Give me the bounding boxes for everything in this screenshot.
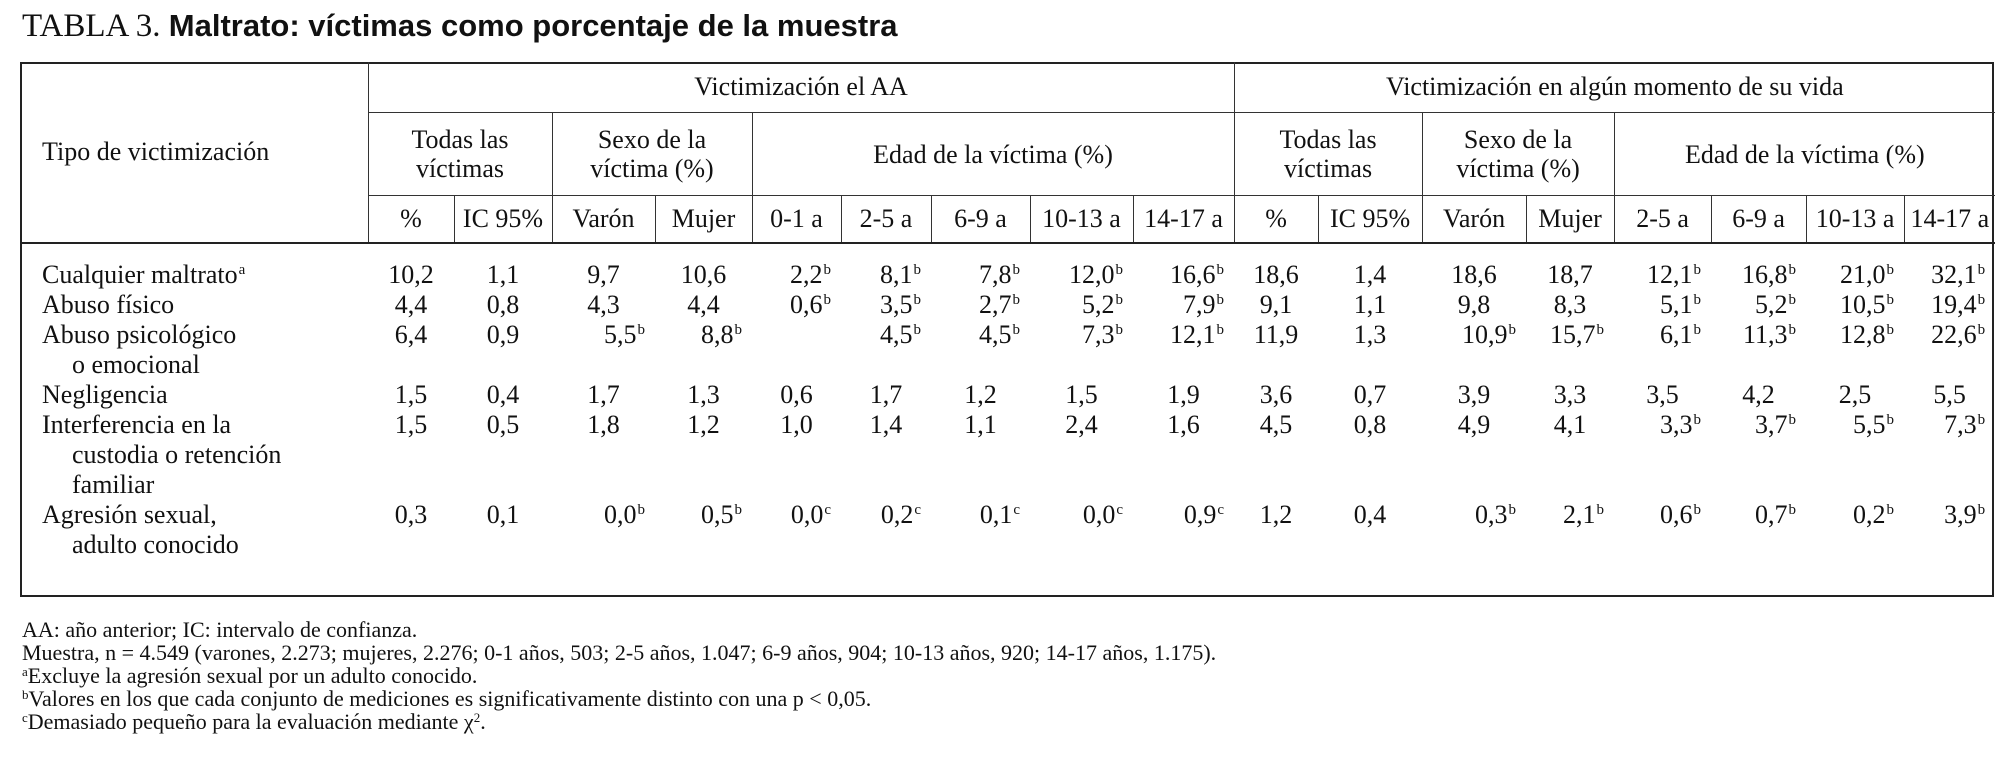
table-cell: 5,5$^b$ [1853,410,1895,439]
table-row [20,290,1995,320]
table-cell: 4,4 [687,290,720,319]
table-cell: 1,1 [1353,290,1387,319]
table-cell: 3,9 [1457,380,1491,409]
table-cell: 12,1$^b$ [1170,320,1225,349]
col-header-vida: 14-17 a [1904,196,1995,244]
table-cell: 16,8$^b$ [1742,260,1797,289]
table-cell: 1,8 [587,410,620,439]
col-header-aa: Mujer [655,196,752,244]
note-sample: Muestra, n = 4.549 (varones, 2.273; mujeres, 2.276; 0-1 años, 503; 2-5 años, 1.047; 6-9 años, 904; 10-13 años, 920; 14-17 años, 1.175). [22,640,1217,665]
table-cell: 10,9$^b$ [1462,320,1517,349]
table-cell: 6,4 [394,320,428,349]
table-cell: 15,7$^b$ [1550,320,1605,349]
table-cell: 1,4 [869,410,903,439]
col-header-aa: 0-1 a [752,196,841,244]
edad-header-vida: Edad de la víctima (%) [1614,113,1995,196]
table-cell: 1,9 [1167,380,1200,409]
table-cell [752,320,841,380]
table-cell: 2,5 [1838,380,1872,409]
table-cell: 8,8$^b$ [701,320,742,349]
row-label: Abuso físico [42,290,175,319]
table-cell: 1,5 [394,380,428,409]
table-cell: 9,7 [587,260,620,289]
table-cell: 3,6 [1259,380,1293,409]
col-header-aa: % [368,196,454,244]
table-cell: 16,6$^b$ [1170,260,1225,289]
table-cell: 0,4 [1353,500,1387,529]
table-cell: 0,2$^b$ [1853,500,1895,529]
note-c: $^c$Demasiado pequeño para la evaluación mediante $\chi^2$. [22,709,486,734]
col-header-vida: Varón [1422,196,1526,244]
edad-header-aa: Edad de la víctima (%) [752,113,1234,196]
table-cell: 0,6$^b$ [1660,500,1702,529]
table-cell: 2,7$^b$ [979,290,1020,319]
table-row [20,500,1995,560]
table-cell: 10,5$^b$ [1840,290,1895,319]
table-cell: 10,6 [680,260,727,289]
table-cell: 9,8 [1457,290,1491,319]
table-cell: 4,5 [1259,410,1293,439]
table-cell: 0,8 [1353,410,1387,439]
table-cell: 5,1$^b$ [1660,290,1702,319]
row-label: Agresión sexual, adulto conocido [42,500,239,559]
table-cell: 1,1 [964,410,997,439]
table-cell: 7,3$^b$ [1944,410,1986,439]
table-cell: 18,6 [1253,260,1299,289]
col-header-aa: 10-13 a [1030,196,1133,244]
row-label: Abuso psicológico o emocional [42,320,237,379]
col-header-vida: 10-13 a [1806,196,1904,244]
table-cell: 4,3 [587,290,620,319]
table-cell: 0,0$^c$ [1082,500,1123,529]
table-cell: 1,1 [486,260,520,289]
table-cell: 1,2 [1259,500,1293,529]
table-cell: 1,6 [1167,410,1200,439]
sexo-header-aa: Sexo de la víctima (%) [552,113,752,196]
table-cell: 11,9 [1253,320,1299,349]
table-cell: 1,2 [687,410,720,439]
sexo-header-vida: Sexo de la víctima (%) [1422,113,1614,196]
table-cell: 1,5 [1065,380,1098,409]
maltrato-table [20,62,1995,560]
table-cell: 1,7 [869,380,903,409]
table-cell: 4,9 [1457,410,1491,439]
table-cell: 0,0$^c$ [790,500,831,529]
table-cell: 5,2$^b$ [1755,290,1797,319]
table-title [22,8,898,45]
table-cell: 3,3$^b$ [1660,410,1702,439]
table-row [20,320,1995,380]
col-header-aa: 2-5 a [841,196,931,244]
table-cell: 8,3 [1553,290,1587,319]
table-cell: 19,4$^b$ [1931,290,1986,319]
todas-header-aa: Todas las víctimas [368,113,552,196]
table-row [20,260,1995,290]
table-cell: 0,8 [486,290,520,319]
table-cell: 2,4 [1065,410,1098,439]
table-cell: 5,5 [1933,380,1966,409]
table-row [20,410,1995,500]
col-header-aa: Varón [552,196,655,244]
row-label-header: Tipo de victimización [20,62,368,243]
table-cell: 1,4 [1353,260,1387,289]
todas-header-vida: Todas las víctimas [1234,113,1422,196]
table-cell: 9,1 [1259,290,1293,319]
table-caption: Maltrato: víctimas como porcentaje de la muestra [168,8,898,43]
col-header-vida: IC 95% [1318,196,1422,244]
table-cell: 18,6 [1451,260,1497,289]
col-header-vida: % [1234,196,1318,244]
row-label: Cualquier maltrato$^a$ [42,260,246,289]
table-cell: 1,0 [780,410,813,439]
table-cell: 0,7 [1353,380,1387,409]
table-cell: 3,5 [1646,380,1679,409]
table-cell: 18,7 [1547,260,1593,289]
table-body [20,243,1995,560]
note-b: $^b$Valores en los que cada conjunto de mediciones es significativamente distinto con una p < 0,05. [22,686,872,711]
table-cell: 0,3$^b$ [1475,500,1517,529]
header-separator [20,243,1995,260]
table-cell: 32,1$^b$ [1931,260,1986,289]
col-header-aa: 6-9 a [931,196,1030,244]
table-cell: 1,2 [964,380,997,409]
table-cell: 0,4 [486,380,520,409]
note-abbreviations: AA: año anterior; IC: intervalo de confianza. [22,617,418,642]
table-cell: 4,5$^b$ [979,320,1020,349]
table-cell: 6,1$^b$ [1660,320,1702,349]
table-cell: 0,3 [394,500,428,529]
table-cell: 4,1 [1553,410,1587,439]
table-cell: 11,3$^b$ [1743,320,1797,349]
table-row [20,380,1995,410]
table-cell: 0,7$^b$ [1755,500,1797,529]
col-header-aa: 14-17 a [1133,196,1234,244]
table-cell: 4,5$^b$ [880,320,921,349]
table-cell: 0,9 [486,320,520,349]
table-cell: 1,3 [1353,320,1387,349]
table-cell: 7,9$^b$ [1183,290,1225,319]
table-cell: 21,0$^b$ [1840,260,1895,289]
table-cell: 0,0$^b$ [604,500,645,529]
table-cell: 0,5$^b$ [701,500,742,529]
col-header-vida: 2-5 a [1614,196,1711,244]
table-cell: 3,9$^b$ [1944,500,1986,529]
table-cell: 12,1$^b$ [1647,260,1702,289]
table-cell: 0,1$^c$ [979,500,1020,529]
table-cell: 3,3 [1553,380,1587,409]
note-a: $^a$Excluye la agresión sexual por un adulto conocido. [22,663,478,688]
table-cell: 3,7$^b$ [1755,410,1797,439]
table-cell: 22,6$^b$ [1931,320,1986,349]
table-cell: 4,4 [394,290,428,319]
col-header-vida: 6-9 a [1711,196,1806,244]
col-header-vida: Mujer [1526,196,1614,244]
table-cell: 0,1 [486,500,520,529]
table-cell: 8,1$^b$ [880,260,921,289]
table-cell: 0,6 [780,380,813,409]
group-header-vida: Victimización en algún momento de su vida [1234,62,1995,113]
table-cell: 2,2$^b$ [790,260,831,289]
table-cell: 3,5$^b$ [880,290,921,319]
table-cell: 1,3 [687,380,720,409]
row-label: Negligencia [42,380,168,409]
col-header-aa: IC 95% [454,196,552,244]
table-number: TABLA 3. [22,8,161,44]
table-cell: 5,2$^b$ [1082,290,1123,319]
table-cell: 1,7 [587,380,620,409]
table-cell: 0,6$^b$ [790,290,831,319]
table-cell: 12,8$^b$ [1840,320,1895,349]
row-label: Interferencia en la custodia o retención familiar [42,410,282,499]
table-cell: 10,2 [388,260,434,289]
table-cell: 12,0$^b$ [1069,260,1123,289]
table-cell: 0,9$^c$ [1183,500,1225,529]
table-cell: 7,8$^b$ [979,260,1020,289]
table-cell: 4,2 [1742,380,1775,409]
table-notes [22,618,1216,733]
table-cell: 0,5 [486,410,520,439]
table-cell: 2,1$^b$ [1563,500,1605,529]
table-cell: 1,5 [394,410,428,439]
table-cell: 5,5$^b$ [604,320,645,349]
table-cell: 7,3$^b$ [1082,320,1123,349]
table-cell: 0,2$^c$ [880,500,921,529]
group-header-aa: Victimización el AA [368,62,1234,113]
